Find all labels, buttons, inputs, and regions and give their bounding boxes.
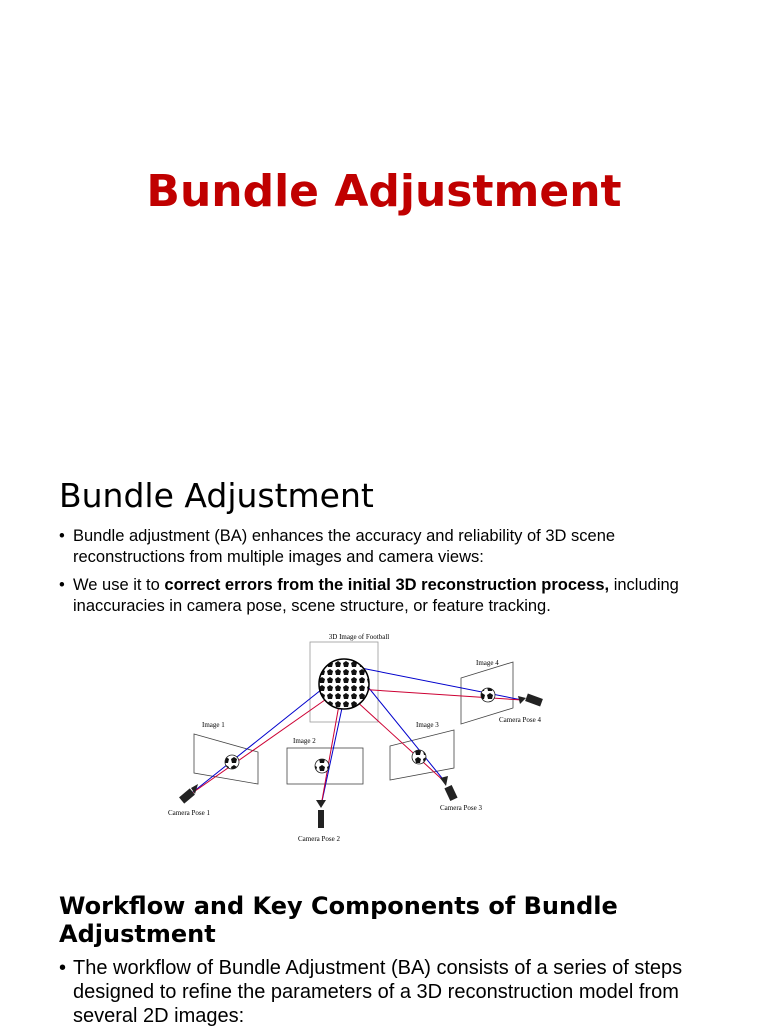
bullet-dot: • (59, 957, 67, 979)
image-label-2: Image 2 (293, 737, 316, 745)
camera-pose-label-2: Camera Pose 2 (298, 835, 340, 843)
workflow-bullet-list (59, 956, 719, 1028)
football-small-icon (412, 750, 426, 764)
bullet-text: The workflow of Bundle Adjustment (BA) consists of a series of steps designed to refine the parameters of a 3D reconstruction model from several 2D images: (73, 957, 683, 1027)
football-small-icon (481, 688, 495, 702)
slide-heading: Bundle Adjustment (59, 476, 374, 515)
bullet-text-start: We use it to (73, 576, 165, 594)
camera-1-icon (179, 784, 198, 804)
section-heading: Workflow and Key Components of Bundle Adjustment (59, 892, 618, 948)
image-label-3: Image 3 (416, 721, 439, 729)
camera-pose-label-4: Camera Pose 4 (499, 716, 541, 724)
bundle-adjustment-figure (166, 628, 556, 850)
football-small-icon (315, 759, 329, 773)
figure-top-label: 3D Image of Football (328, 633, 390, 641)
football-small-icon (225, 755, 239, 769)
title-slide-heading: Bundle Adjustment (146, 166, 622, 217)
camera-3-icon (440, 776, 458, 801)
bullet-dot: • (59, 527, 65, 545)
image-label-1: Image 1 (202, 721, 225, 729)
bullet-text-end: including inaccuracies in camera pose, scene structure, or feature tracking. (73, 576, 679, 615)
camera-pose-label-1: Camera Pose 1 (168, 809, 210, 817)
camera-2-icon (316, 800, 326, 828)
figure-svg (166, 628, 556, 850)
bullet-item (59, 956, 719, 1028)
bullet-text-bold: correct errors from the initial 3D reconstruction process, (164, 576, 610, 594)
camera-4-icon (518, 694, 543, 707)
bullet-item (59, 575, 719, 617)
bullet-text: Bundle adjustment (BA) enhances the accuracy and reliability of 3D scene reconstructions from multiple images and camera views: (73, 527, 616, 566)
bullet-item (59, 526, 719, 568)
image-label-4: Image 4 (476, 659, 499, 667)
camera-pose-label-3: Camera Pose 3 (440, 804, 482, 812)
intro-bullet-list (59, 526, 719, 624)
bullet-dot: • (59, 576, 65, 594)
